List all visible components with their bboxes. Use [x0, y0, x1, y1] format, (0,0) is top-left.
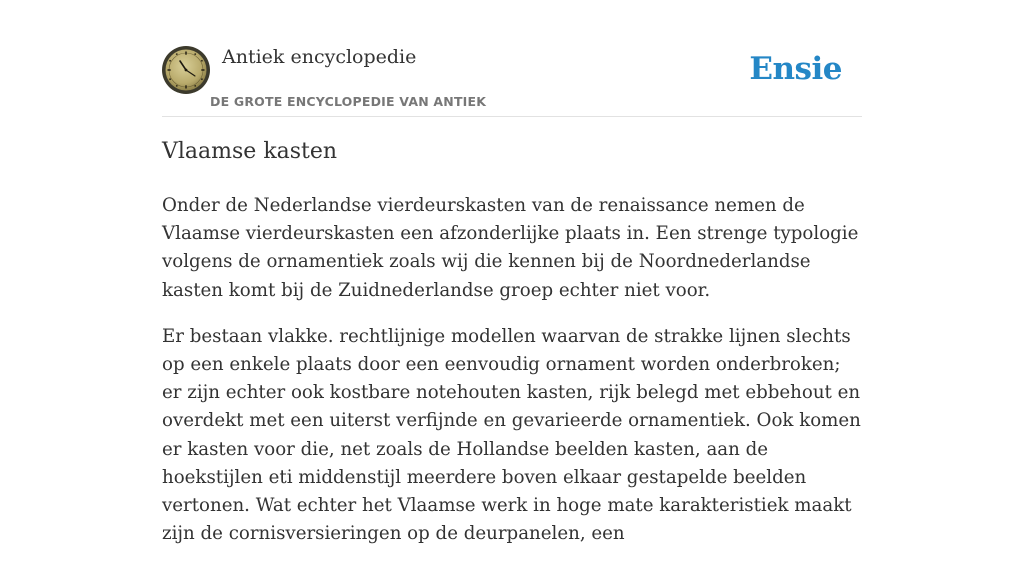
article-title: Vlaamse kasten: [162, 139, 338, 164]
article-paragraph: Er bestaan vlakke. rechtlijnige modellen waarvan de strakke lijnen slechts op een enkele plaats door een eenvoudig ornament worden onderbroken; er zijn echter ook kostbare notehouten kasten, rijk belegd met ebbehout en overdekt met een uiterst verfijnde en gevarieerde ornamentiek. Ook komen er kasten voor die, net zoals de Hollandse beelden kasten, aan de hoekstijlen eti middenstijl meerdere boven elkaar gestapelde beelden vertonen. Wat echter het Vlaamse werk in hoge mate karakteristiek maakt zijn de cornisversieringen op de deurpanelen, een: [162, 325, 861, 545]
article-body: [162, 192, 862, 566]
brand-logo-link[interactable]: Ensie: [749, 51, 842, 87]
site-header: [162, 40, 862, 117]
site-title[interactable]: Antiek encyclopedie: [222, 46, 417, 68]
article-paragraph: Onder de Nederlandse vierdeurskasten van de renaissance nemen de Vlaamse vierdeurskasten een afzonderlijke plaats in. Een strenge typologie volgens de ornamentiek zoals wij die kennen bij de Noordnederlandse kasten komt bij de Zuidnederlandse groep echter niet voor.: [162, 195, 859, 301]
antique-clock-icon[interactable]: [162, 46, 210, 94]
site-subtitle: DE GROTE ENCYCLOPEDIE VAN ANTIEK: [210, 94, 487, 109]
